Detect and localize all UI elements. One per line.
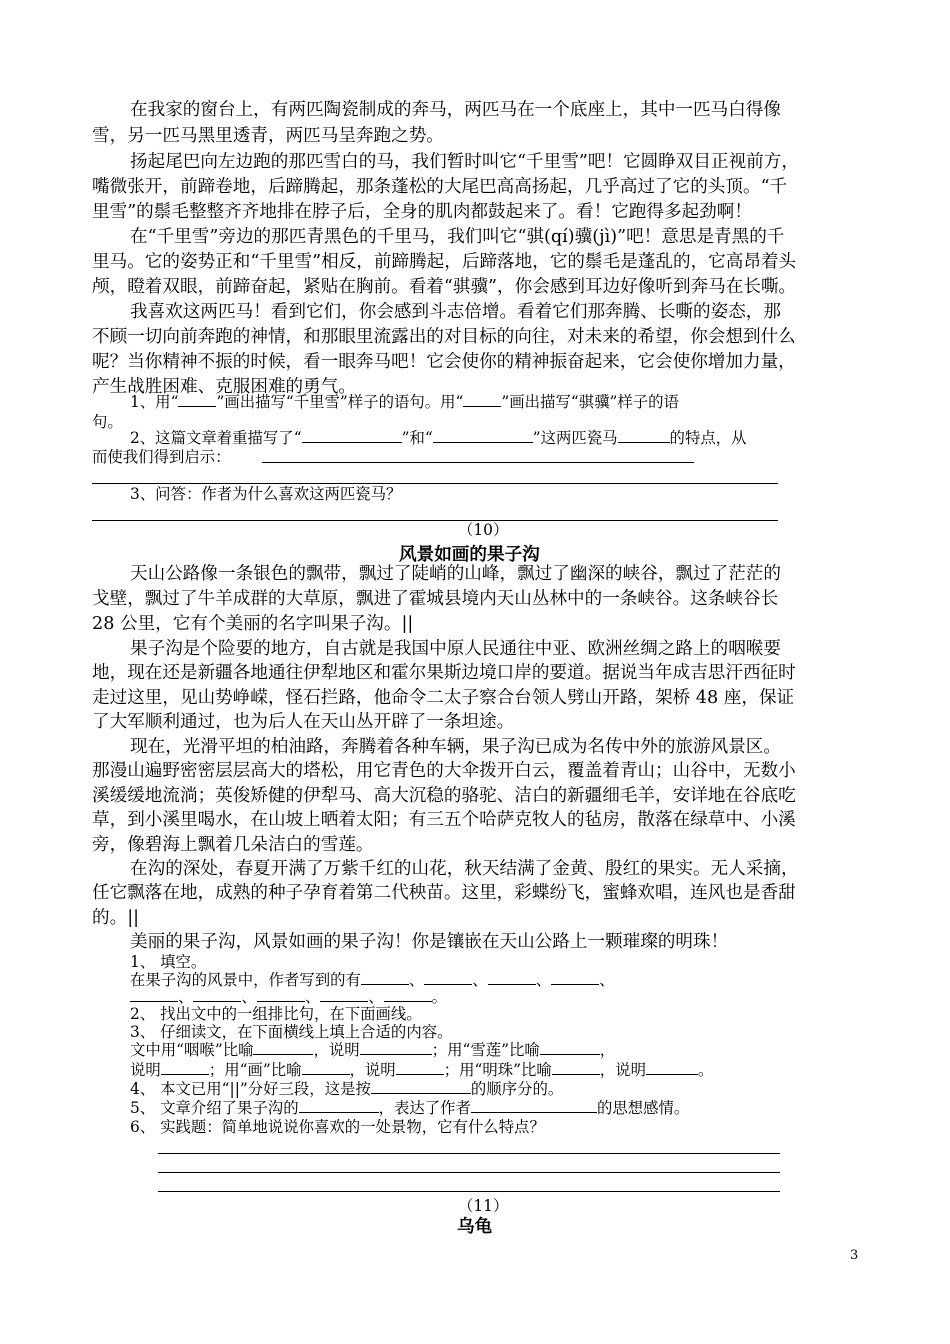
- answer-line[interactable]: [262, 462, 694, 463]
- p10-question-3-fill-b: 说明 ；用“画”比喻 ，说明 ；用“明珠”比喻 ，说明 。: [130, 1061, 714, 1079]
- answer-blank[interactable]: [299, 1098, 379, 1113]
- passage-number: （11）: [458, 1197, 509, 1215]
- p10-line-13: 在沟的深处，春夏开满了万紫千红的山花，秋天结满了金黄、殷红的果实。无人采摘，: [130, 859, 799, 879]
- answer-blank[interactable]: [552, 1060, 600, 1075]
- p10-line-2: 戈壁，飘过了牛羊成群的大草原，飘进了霍城县境内天山丛林中的一条峡谷。这条峡谷长: [92, 589, 779, 609]
- p10-line-5: 地，现在还是新疆各地通往伊犁地区和霍尔果斯边境口岸的要道。据说当年成吉思汗西征时: [92, 663, 796, 683]
- p10-line-11: 草，到小溪里喝水，在山坡上晒着太阳；有三五个哈萨克牧人的毡房，散落在绿草中、小溪: [92, 810, 796, 830]
- p10-question-1-fill-a: 在果子沟的风景中，作者写到的有 、 、 、 、: [130, 971, 615, 989]
- answer-blank[interactable]: [384, 987, 432, 1002]
- answer-blank[interactable]: [320, 987, 368, 1002]
- p10-question-1-fill-b: 、 、 、 、 。: [130, 987, 447, 1007]
- p10-line-8: 现在，光滑平坦的柏油路，奔腾着各种车辆，果子沟已成为名传中外的旅游风景区。: [130, 737, 781, 757]
- p10-line-15: 的。||: [92, 908, 140, 928]
- answer-blank[interactable]: [463, 392, 501, 407]
- answer-blank[interactable]: [551, 970, 599, 985]
- answer-blank[interactable]: [424, 970, 472, 985]
- p9-line-6: 在“千里雪”旁边的那匹青黑色的千里马，我们叫它“骐(qí)骥(jì)”吧！意思是青黑的千: [130, 227, 785, 247]
- answer-blank[interactable]: [130, 987, 178, 1002]
- p10-line-6: 走过这里，见山势峥嵘，怪石拦路，他命令二太子察合台领人劈山开路，架桥 48 座，保证: [92, 688, 795, 708]
- p10-line-1: 天山公路像一条银色的飘带，飘过了陡峭的山峰，飘过了幽深的峡谷，飘过了茫茫的: [130, 564, 781, 584]
- answer-line[interactable]: [92, 520, 778, 521]
- p10-question-3: 3、 仔细读文，在下面横线上填上合适的内容。: [130, 1023, 453, 1041]
- p10-question-4: 4、 本文已用“||”分好三段，这是按 的顺序分的。: [130, 1080, 564, 1098]
- page-number: 3: [850, 1248, 859, 1263]
- p10-line-16: 美丽的果子沟，风景如画的果子沟！你是镶嵌在天山公路上一颗璀璨的明珠！: [130, 932, 729, 952]
- p9-line-2: 雪，另一匹马黑里透青，两匹马呈奔跑之势。: [92, 126, 444, 146]
- answer-blank[interactable]: [471, 1098, 597, 1113]
- p10-line-4: 果子沟是个险要的地方，自古就是我国中原人民通往中亚、欧洲丝绸之路上的咽喉要: [130, 639, 781, 659]
- p10-question-5: 5、 文章介绍了果子沟的 ，表达了作者 的思想感情。: [130, 1099, 690, 1117]
- p9-line-1: 在我家的窗台上，有两匹陶瓷制成的奔马，两匹马在一个底座上，其中一匹马白得像: [130, 100, 781, 120]
- p9-line-7: 里马。它的姿势正和“千里雪”相反，前蹄腾起，后蹄落地，它的鬃毛是蓬乱的，它高昂着头: [92, 252, 797, 272]
- answer-blank[interactable]: [193, 987, 241, 1002]
- p9-question-3: 3、问答：作者为什么喜欢这两匹瓷马？: [130, 485, 402, 503]
- p10-line-10: 溪缓缓地流淌；英俊矫健的伊犁马、高大沉稳的骆驼、洁白的新疆细毛羊，安详地在谷底吃: [92, 786, 796, 806]
- p9-line-12: 产生战胜困难、克服困难的勇气。: [92, 377, 356, 397]
- p10-line-14: 任它飘落在地，成熟的种子孕育着第二代秧苗。这里，彩蝶纷飞，蜜蜂欢唱，连风也是香甜: [92, 883, 796, 903]
- answer-line[interactable]: [158, 1191, 780, 1192]
- p9-question-1: 1、用“ ”画出描写“千里雪”样子的语句。用“ ”画出描写“骐骥”样子的语: [130, 393, 679, 411]
- p9-question-2-cont: 而使我们得到启示：: [92, 448, 231, 466]
- p9-line-10: 不顾一切向前奔跑的神情，和那眼里流露出的对目标的向往，对未来的希望，你会想到什么: [92, 327, 796, 347]
- p10-line-12: 旁，像碧海上飘着几朵洁白的雪莲。: [92, 835, 374, 855]
- p9-question-2: 2、这篇文章着重描写了“ ”和“ ”这两匹瓷马 的特点，从: [130, 429, 747, 447]
- p9-line-4: 嘴微张开，前蹄卷地，后蹄腾起，那条蓬松的大尾巴高高扬起，几乎高过了它的头顶。“千: [92, 177, 788, 197]
- p9-line-3: 扬起尾巴向左边跑的那匹雪白的马，我们暂时叫它“千里雪”吧！它圆睁双目正视前方，: [130, 152, 799, 172]
- answer-blank[interactable]: [488, 970, 536, 985]
- p10-question-1: 1、 填空。: [130, 953, 207, 971]
- p10-question-3-fill-a: 文中用“咽喉”比喻 ，说明 ；用“雪莲”比喻 ，: [130, 1041, 616, 1059]
- p10-question-2: 2、 找出文中的一组排比句，在下面画线。: [130, 1005, 422, 1023]
- p9-line-11: 呢？当你精神不振的时候，看一眼奔马吧！它会使你的精神振奋起来，它会使你增加力量，: [92, 352, 796, 372]
- p10-line-7: 了大军顺利通过，也为后人在天山丛开辟了一条坦途。: [92, 712, 515, 732]
- answer-blank[interactable]: [178, 392, 216, 407]
- answer-blank[interactable]: [433, 428, 533, 443]
- p9-line-5: 里雪”的鬃毛整整齐齐地排在脖子后，全身的肌肉都鼓起来了。看！它跑得多起劲啊！: [92, 202, 752, 222]
- answer-blank[interactable]: [360, 1040, 432, 1055]
- passage-title: 乌龟: [457, 1217, 493, 1237]
- passage-number: （10）: [458, 521, 509, 539]
- p10-line-9: 那漫山遍野密密层层高大的塔松，用它青色的大伞拨开白云，覆盖着青山；山谷中，无数小: [92, 761, 796, 781]
- answer-blank[interactable]: [253, 1040, 313, 1055]
- passage-title: 风景如画的果子沟: [399, 545, 540, 565]
- answer-blank[interactable]: [302, 428, 402, 443]
- answer-line[interactable]: [158, 1153, 780, 1154]
- p9-line-8: 颅，瞪着双眼，前蹄奋起，紧贴在胸前。看着“骐骥”，你会感到耳边好像听到奔马在长嘶。: [92, 277, 797, 297]
- answer-blank[interactable]: [302, 1060, 350, 1075]
- answer-line[interactable]: [158, 1172, 780, 1173]
- answer-blank[interactable]: [161, 1060, 209, 1075]
- answer-blank[interactable]: [257, 987, 305, 1002]
- answer-blank[interactable]: [396, 1060, 444, 1075]
- answer-blank[interactable]: [646, 1060, 698, 1075]
- answer-blank[interactable]: [618, 428, 670, 443]
- p10-question-6: 6、 实践题：简单地说说你喜欢的一处景物，它有什么特点？: [130, 1118, 545, 1136]
- p10-line-3: 28 公里，它有个美丽的名字叫果子沟。||: [92, 614, 414, 634]
- answer-blank[interactable]: [361, 970, 409, 985]
- answer-blank[interactable]: [540, 1040, 600, 1055]
- answer-blank[interactable]: [371, 1079, 471, 1094]
- p9-line-9: 我喜欢这两匹马！看到它们，你会感到斗志倍增。看着它们那奔腾、长嘶的姿态，那: [130, 302, 781, 322]
- p9-question-1-cont: 句。: [92, 413, 123, 431]
